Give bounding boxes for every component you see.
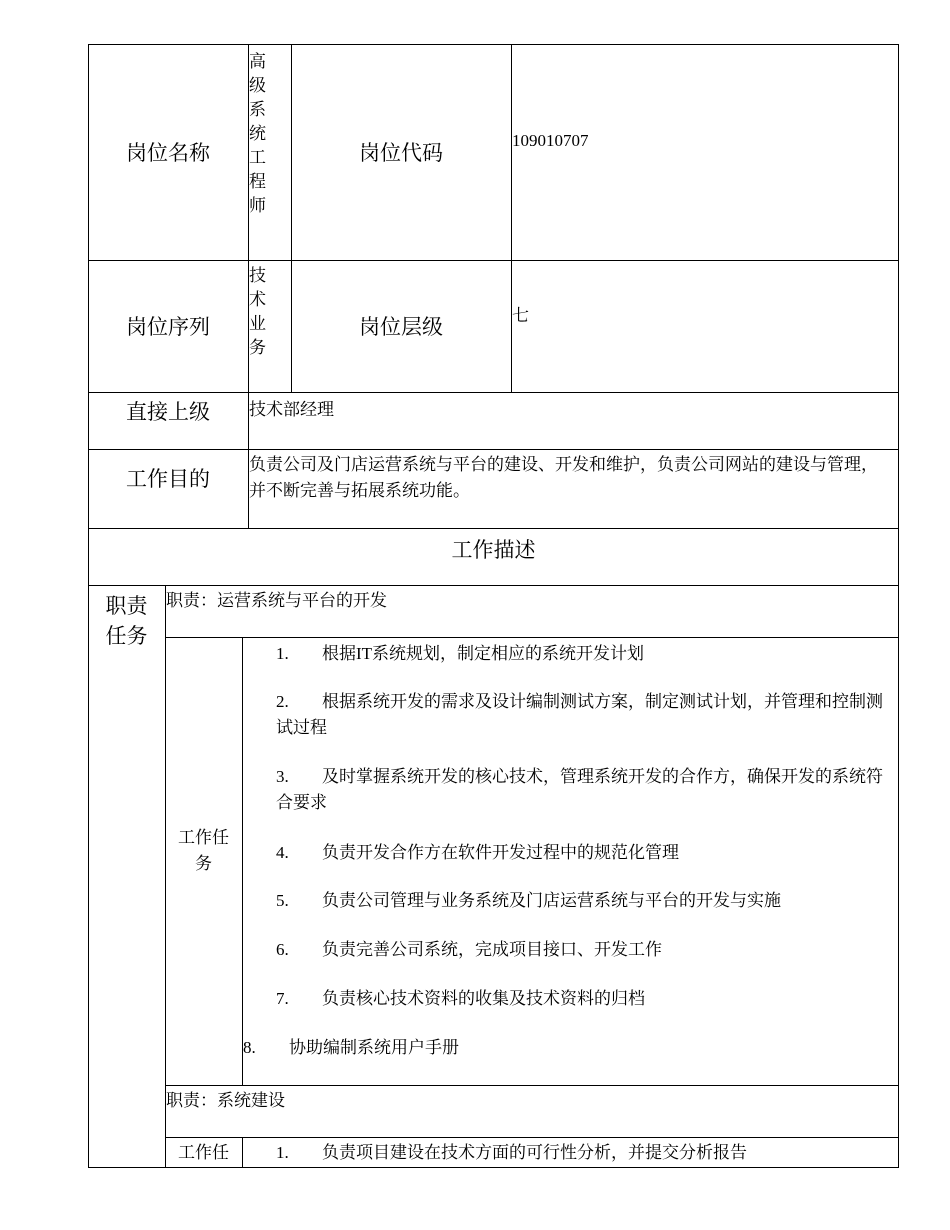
rule-section-top — [88, 528, 899, 529]
task-text: 负责开发合作方在软件开发过程中的规范化管理 — [322, 843, 679, 862]
task-number: 7. — [276, 989, 289, 1008]
rule-duty1-tasks-top — [165, 637, 899, 638]
duty-2-tasks-label-line1: 工作任 — [178, 1143, 229, 1162]
duty-1-tasks-label-line2: 务 — [195, 854, 212, 873]
task-text: 负责公司管理与业务系统及门店运营系统与平台的开发与实施 — [322, 891, 781, 910]
duties-label-line1: 职责 — [105, 594, 148, 618]
rule-duty2-top — [165, 1085, 899, 1086]
duty-1-task-8 — [243, 1035, 888, 1061]
label-job-level: 岗位层级 — [359, 315, 443, 339]
duty-1-task-2 — [276, 689, 888, 741]
duty-1-tasks-label-line1: 工作任 — [178, 828, 229, 847]
value-job-level: 七 — [512, 306, 529, 325]
task-text: 负责完善公司系统，完成项目接口、开发工作 — [322, 940, 662, 959]
duty-1-task-5 — [276, 888, 888, 914]
label-job-code: 岗位代码 — [359, 141, 443, 165]
duty-2-task-1 — [276, 1140, 888, 1166]
rule-duty2-tasks-top — [165, 1137, 899, 1138]
rule-bottom — [88, 1167, 899, 1168]
section-title: 工作描述 — [451, 538, 536, 562]
duty-1-task-7 — [276, 986, 888, 1012]
duties-label-line2: 任务 — [105, 624, 148, 648]
task-number: 5. — [276, 891, 289, 910]
task-text: 根据系统开发的需求及设计编制测试方案，制定测试计划，并管理和控制测试过程 — [276, 692, 883, 737]
rule-tasks-col-1 — [242, 637, 243, 1086]
duty-1-task-3 — [276, 764, 888, 816]
duty-2-title: 职责：系统建设 — [166, 1091, 285, 1110]
task-text: 负责项目建设在技术方面的可行性分析，并提交分析报告 — [322, 1143, 747, 1162]
value-purpose: 负责公司及门店运营系统与平台的建设、开发和维护，负责公司网站的建设与管理，并不断完善与拓展系统功能。 — [249, 455, 878, 500]
task-text: 根据IT系统规划，制定相应的系统开发计划 — [322, 644, 645, 663]
task-text: 及时掌握系统开发的核心技术，管理系统开发的合作方，确保开发的系统符合要求 — [276, 767, 883, 812]
rule-right — [898, 44, 899, 1168]
task-text: 负责核心技术资料的收集及技术资料的归档 — [322, 989, 645, 1008]
label-job-series: 岗位序列 — [126, 315, 210, 339]
label-supervisor: 直接上级 — [126, 400, 210, 424]
task-number: 4. — [276, 843, 289, 862]
task-number: 8. — [243, 1038, 256, 1057]
rule-col4 — [511, 44, 512, 393]
task-number: 1. — [276, 644, 289, 663]
duty-1-title: 职责：运营系统与平台的开发 — [166, 591, 387, 610]
task-text: 协助编制系统用户手册 — [289, 1038, 459, 1057]
duty-1-task-6 — [276, 937, 888, 963]
task-number: 3. — [276, 767, 289, 786]
duty-1-task-4 — [276, 840, 888, 866]
duty-1-task-1 — [276, 641, 888, 667]
task-number: 1. — [276, 1143, 289, 1162]
rule-duties-top — [88, 585, 899, 586]
task-number: 2. — [276, 692, 289, 711]
label-purpose: 工作目的 — [126, 467, 210, 491]
rule-tasks-col-2 — [242, 1137, 243, 1168]
value-job-title: 高级系统工程师 — [249, 52, 266, 215]
label-job-title: 岗位名称 — [126, 141, 210, 165]
value-supervisor: 技术部经理 — [249, 400, 334, 419]
task-number: 6. — [276, 940, 289, 959]
value-job-code: 109010707 — [512, 131, 589, 150]
value-job-series: 技术业务 — [249, 266, 266, 357]
